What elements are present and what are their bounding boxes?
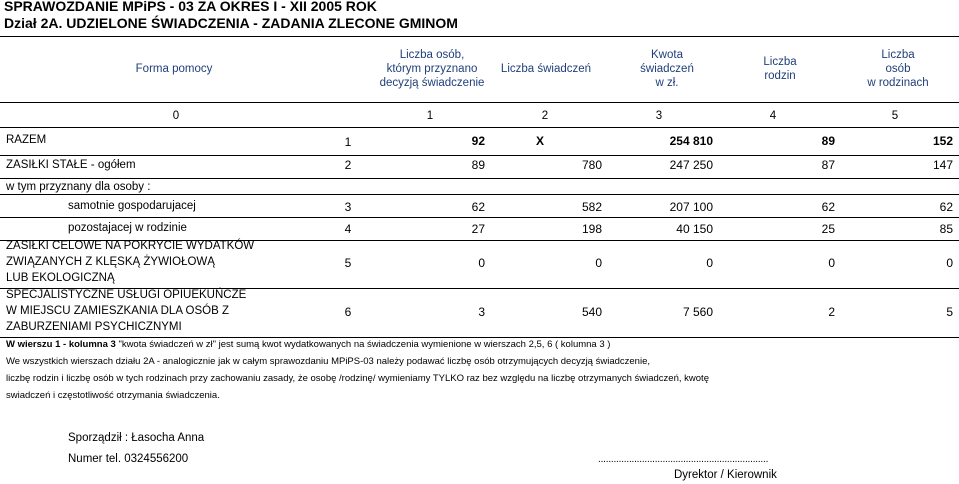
row-number: 4: [344, 222, 352, 236]
cell-liczba-swiadczen: 540: [581, 305, 602, 319]
row-border: [0, 178, 959, 179]
cell-liczba-swiadczen: 0: [595, 256, 602, 270]
row-label-pozostajacej: pozostajacej w rodzinie: [68, 222, 187, 234]
cell-liczba-osob: 62: [471, 200, 485, 214]
section-title: Dział 2A. UDZIELONE ŚWIADCZENIA - ZADANIA ZLECONE GMINOM: [4, 15, 458, 31]
cell-liczba-swiadczen: 582: [581, 200, 602, 214]
cell-osob-w-rodzinach: 85: [939, 222, 953, 236]
cell-liczba-rodzin: 87: [821, 158, 835, 172]
header-bottom-border: [0, 102, 959, 103]
cell-liczba-rodzin: 25: [821, 222, 835, 236]
signature-line: ..................................................................: [598, 454, 769, 465]
note-line-2: We wszystkich wierszach działu 2A - analogicznie jak w całym sprawozdaniu MPiPS-03 należy podawać liczbę osób otrzymujących decyzją świadczenie,: [6, 356, 650, 367]
row-label-zasilki-celowe-line1: ZASIŁKI CELOWE NA POKRYCIE WYDATKÓW: [6, 240, 255, 252]
cell-kwota: 254 810: [669, 134, 713, 148]
column-number: 1: [426, 110, 434, 122]
director-label: Dyrektor / Kierownik: [674, 469, 777, 481]
cell-liczba-swiadczen: X: [536, 134, 545, 148]
cell-liczba-swiadczen: 780: [581, 158, 602, 172]
cell-osob-w-rodzinach: 147: [932, 158, 953, 172]
header-liczba-rodzin: Liczba rodzin: [763, 56, 797, 82]
cell-liczba-swiadczen: 198: [581, 222, 602, 236]
row-number: 6: [344, 305, 352, 319]
row-number: 3: [344, 200, 352, 214]
header-liczba-osob: Liczba osób, którym przyznano decyzją świadczenie: [379, 49, 485, 89]
header-liczba-osob-w-rodzinach: Liczba osób w rodzinach: [867, 49, 929, 89]
cell-liczba-osob: 92: [471, 134, 485, 148]
row-border: [0, 194, 959, 195]
row-label-uslugi-line2: W MIEJSCU ZAMIESZKANIA DLA OSÓB Z: [6, 305, 230, 317]
report-title: SPRAWOZDANIE MPiPS - 03 ZA OKRES I - XII 2005 ROK: [4, 0, 377, 14]
column-number: 4: [769, 110, 777, 122]
note-line-3: liczbę rodzin i liczbę osób w tych rodzinach przy zachowaniu zasady, że osobę /rodzinę/ wymieniamy TYLKO raz bez względu na liczbę otrzymanych świadczeń, kwotę: [6, 373, 709, 384]
note-rest: "kwota świadczeń w zł" jest sumą kwot wydatkowanych na świadczenia wymienione w wierszach 2,5, 6 ( kolumna 3 ): [115, 339, 611, 350]
cell-kwota: 0: [706, 256, 713, 270]
row-number: 2: [344, 158, 352, 172]
row-label-zasilki-celowe-line3: LUB EKOLOGICZNĄ: [6, 272, 115, 284]
row-number: 1: [344, 135, 352, 149]
cell-liczba-rodzin: 62: [821, 200, 835, 214]
cell-liczba-rodzin: 2: [828, 305, 835, 319]
cell-liczba-osob: 0: [478, 256, 485, 270]
row-label-samotnie: samotnie gospodarujacej: [68, 200, 196, 212]
row-label-uslugi-line3: ZABURZENIAMI PSYCHICZNYMI: [6, 321, 182, 333]
row-label-razem: RAZEM: [6, 134, 47, 146]
row-label-w-tym: w tym przyznany dla osoby :: [6, 181, 151, 193]
note-bold: W wierszu 1 - kolumna 3: [6, 339, 116, 350]
cell-liczba-rodzin: 89: [821, 134, 835, 148]
row-label-uslugi-line1: SPECJALISTYCZNE USŁUGI OPIUEKUŃCZE: [6, 289, 247, 301]
note-line-1: [6, 339, 610, 350]
header-kwota-swiadczen: Kwota świadczeń w zł.: [640, 49, 694, 89]
cell-liczba-rodzin: 0: [828, 256, 835, 270]
cell-kwota: 247 250: [669, 158, 713, 172]
colnum-bottom-border: [0, 127, 959, 128]
column-number: 5: [891, 110, 899, 122]
note-line-4: swiadczeń i częstotliwość otrzymania świadczenia.: [6, 390, 220, 401]
row-label-zasilki-celowe-line2: ZWIĄZANYCH Z KLĘSKĄ ŻYWIOŁOWĄ: [6, 256, 215, 268]
table-bottom-border: [0, 337, 959, 338]
cell-osob-w-rodzinach: 152: [932, 134, 953, 148]
cell-osob-w-rodzinach: 5: [946, 305, 953, 319]
cell-osob-w-rodzinach: 0: [946, 256, 953, 270]
prepared-by: Sporządził : Łasocha Anna: [68, 432, 205, 444]
phone-number: Numer tel. 0324556200: [68, 453, 189, 465]
row-label-zasilki-stale: ZASIŁKI STAŁE - ogółem: [6, 159, 136, 171]
header-liczba-swiadczen: Liczba świadczeń: [500, 63, 592, 75]
cell-liczba-osob: 3: [478, 305, 485, 319]
cell-liczba-osob: 27: [471, 222, 485, 236]
header-forma-pomocy: Forma pomocy: [135, 63, 213, 75]
cell-osob-w-rodzinach: 62: [939, 200, 953, 214]
cell-kwota: 207 100: [669, 200, 713, 214]
column-number: 2: [541, 110, 549, 122]
cell-kwota: 40 150: [676, 222, 713, 236]
row-number: 5: [344, 256, 352, 270]
column-number: 0: [172, 110, 180, 122]
row-border: [0, 217, 959, 218]
cell-kwota: 7 560: [682, 305, 713, 319]
cell-liczba-osob: 89: [471, 158, 485, 172]
column-number: 3: [655, 110, 663, 122]
row-border: [0, 155, 959, 156]
